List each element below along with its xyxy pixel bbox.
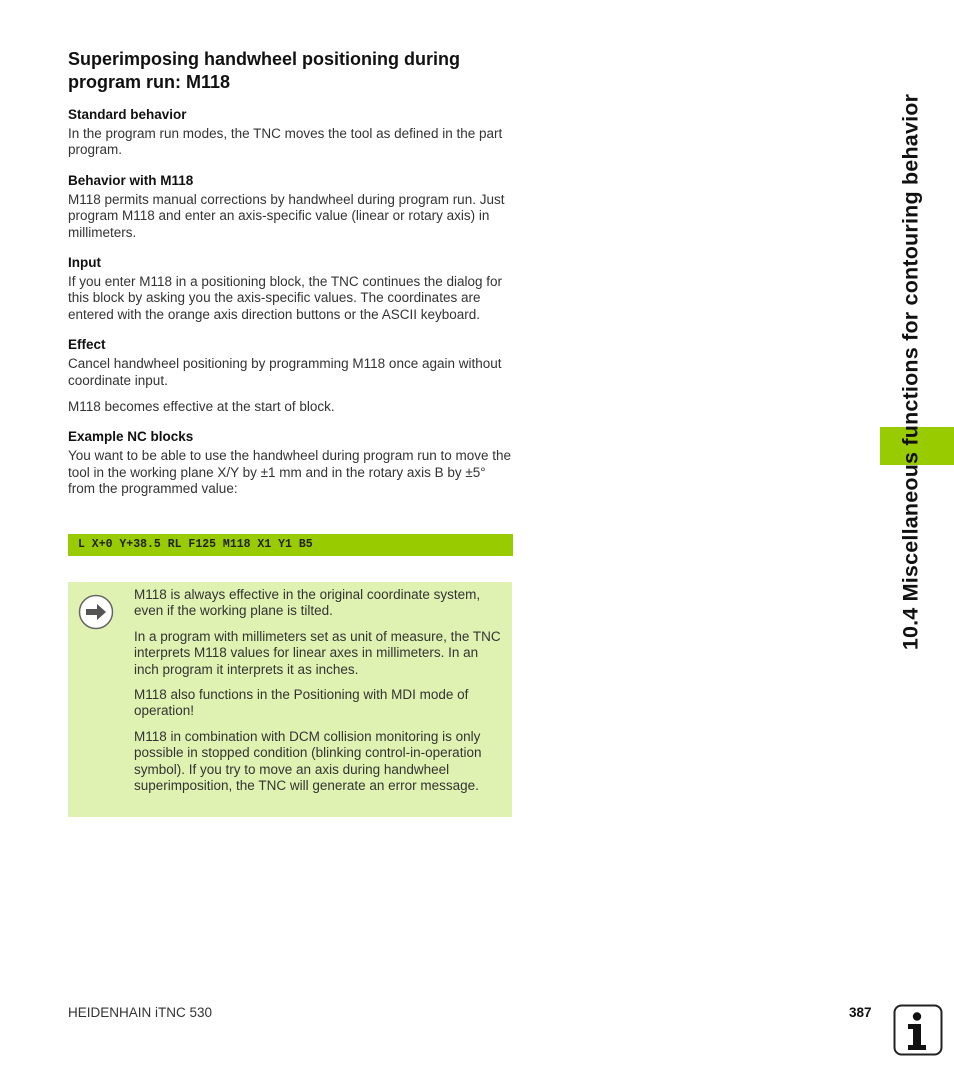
page-number: 387: [849, 1005, 872, 1020]
heading-input: Input: [68, 255, 101, 271]
note-paragraph-4: M118 in combination with DCM collision monitoring is only possible in stopped condition (blinking control-in-operation symbol). If you try to move an axis during handwheel superimposition, the TNC will generate an error message.: [134, 728, 482, 794]
chapter-title-text: 10.4 Miscellaneous functions for contouring behavior: [898, 93, 923, 651]
heading-standard-behavior: Standard behavior: [68, 107, 187, 122]
paragraph-effect-1: Cancel handwheel positioning by programming M118 once again without coordinate input.: [68, 356, 502, 388]
arrow-right-icon: [78, 594, 114, 630]
main-content: [68, 48, 513, 511]
heading-example-nc-blocks: Example NC blocks: [68, 429, 194, 445]
note-box: [68, 582, 512, 817]
note-text: [134, 587, 504, 803]
note-paragraph-2: In a program with millimeters set as unit of measure, the TNC interprets M118 values for linear axes in millimeters. In an inch program it interprets it as inches.: [134, 628, 501, 677]
note-paragraph-1: M118 is always effective in the original coordinate system, even if the working plane is tilted.: [134, 587, 481, 619]
paragraph-example-nc-blocks: You want to be able to use the handwheel during program run to move the tool in the working plane X/Y by ±1 mm and in the rotary axis B by ±5° from the programmed value:: [68, 448, 512, 497]
section-title: Superimposing handwheel positioning during program run: M118: [68, 49, 460, 92]
nc-code-block: L X+0 Y+38.5 RL F125 M118 X1 Y1 B5: [68, 534, 513, 556]
note-paragraph-3: M118 also functions in the Positioning with MDI mode of operation!: [134, 687, 469, 719]
paragraph-input: If you enter M118 in a positioning block, the TNC continues the dialog for this block by asking you the axis-specific values. The coordinates are entered with the orange axis direction buttons or the ASCII keyboard.: [68, 274, 503, 322]
heading-effect: Effect: [68, 337, 106, 353]
paragraph-effect-2: M118 becomes effective at the start of block.: [68, 399, 335, 415]
info-icon: [893, 1004, 943, 1056]
footer-product: HEIDENHAIN iTNC 530: [68, 1005, 213, 1020]
paragraph-behavior-with-m118: M118 permits manual corrections by handwheel during program run. Just program M118 and enter an axis-specific value (linear or rotary axis) in millimeters.: [68, 191, 505, 240]
paragraph-standard-behavior: In the program run modes, the TNC moves the tool as defined in the part program.: [68, 126, 503, 158]
heading-behavior-with-m118: Behavior with M118: [68, 172, 194, 188]
